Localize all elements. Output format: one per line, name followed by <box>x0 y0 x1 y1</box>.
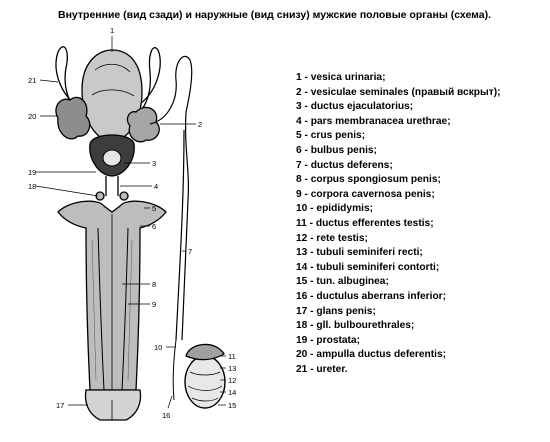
legend-item: 9 - corpora cavernosa penis; <box>296 188 435 200</box>
label-6: 6 <box>152 222 157 231</box>
label-11: 11 <box>228 352 236 361</box>
legend-text: ductus deferens; <box>310 159 393 171</box>
legend-text: corpus spongiosum penis; <box>310 174 441 186</box>
glans <box>86 390 141 420</box>
label-8: 8 <box>152 280 157 289</box>
label-15: 15 <box>228 401 237 410</box>
label-12: 12 <box>228 376 237 385</box>
label-16: 16 <box>162 411 171 420</box>
legend-item: 6 - bulbus penis; <box>296 144 377 156</box>
legend-num: 13 <box>296 247 308 259</box>
legend-text: ampulla ductus deferentis; <box>316 349 447 361</box>
ductus-deferens <box>150 56 192 340</box>
legend-num: 18 <box>296 320 308 332</box>
legend-num: 2 <box>296 86 302 98</box>
legend-item: 11 - ductus efferentes testis; <box>296 217 434 229</box>
label-10: 10 <box>154 343 163 352</box>
legend-num: 12 <box>296 232 308 244</box>
label-3: 3 <box>152 159 157 168</box>
label-18: 18 <box>28 182 37 191</box>
legend-text: corpora cavernosa penis; <box>310 188 435 200</box>
legend-item: 20 - ampulla ductus deferentis; <box>296 349 447 361</box>
legend-num: 19 <box>296 334 308 346</box>
epididymis <box>186 344 224 359</box>
label-1: 1 <box>110 26 115 35</box>
legend-item: 3 - ductus ejaculatorius; <box>296 101 414 113</box>
legend-text: ductulus aberrans inferior; <box>316 290 447 302</box>
legend-text: ductus efferentes testis; <box>315 217 434 229</box>
label-21: 21 <box>28 76 37 85</box>
legend-num: 15 <box>296 276 308 288</box>
legend-item: 18 - gll. bulbourethrales; <box>296 320 415 332</box>
legend-num: 9 <box>296 188 302 200</box>
legend-text: glans penis; <box>316 305 376 317</box>
label-4: 4 <box>154 182 159 191</box>
legend-num: 17 <box>296 305 308 317</box>
legend-num: 11 <box>296 217 307 229</box>
legend-item: 12 - rete testis; <box>296 232 368 244</box>
legend-text: pars membranacea urethrae; <box>310 115 451 127</box>
legend-num: 10 <box>296 203 308 215</box>
legend-num: 16 <box>296 290 308 302</box>
legend <box>296 71 546 377</box>
label-20: 20 <box>28 112 37 121</box>
testis <box>185 356 225 408</box>
legend-item: 14 - tubuli seminiferi contorti; <box>296 261 440 273</box>
legend-item: 16 - ductulus aberrans inferior; <box>296 290 447 302</box>
label-5: 5 <box>152 204 157 213</box>
legend-text: ductus ejaculatorius; <box>310 101 414 113</box>
legend-item: 2 - vesiculae seminales (правый вскрыт); <box>296 86 501 98</box>
legend-num: 4 <box>296 115 302 127</box>
legend-item: 15 - tun. albuginea; <box>296 276 389 288</box>
legend-text: bulbus penis; <box>310 144 377 156</box>
legend-item: 10 - epididymis; <box>296 203 374 215</box>
legend-num: 5 <box>296 130 302 142</box>
legend-num: 3 <box>296 101 302 113</box>
label-19: 19 <box>28 168 37 177</box>
legend-text: gll. bulbourethrales; <box>316 320 415 332</box>
legend-text: tun. albuginea; <box>316 276 389 288</box>
legend-item: 8 - corpus spongiosum penis; <box>296 174 441 186</box>
label-7: 7 <box>188 247 193 256</box>
label-13: 13 <box>228 364 237 373</box>
legend-text: vesiculae seminales (правый вскрыт); <box>310 86 501 98</box>
legend-text: vesica urinaria; <box>310 72 386 83</box>
legend-text: rete testis; <box>316 232 368 244</box>
right-seminal-vesicle <box>128 107 160 141</box>
legend-text: epididymis; <box>316 203 374 215</box>
legend-item: 19 - prostata; <box>296 334 360 346</box>
legend-item: 7 - ductus deferens; <box>296 159 393 171</box>
legend-item: 4 - pars membranacea urethrae; <box>296 115 451 127</box>
left-seminal-vesicle <box>56 97 90 138</box>
legend-text: tubuli seminiferi recti; <box>316 247 423 259</box>
label-17: 17 <box>56 401 65 410</box>
legend-item: 21 - ureter. <box>296 363 348 375</box>
label-14: 14 <box>228 388 237 397</box>
legend-text: crus penis; <box>310 130 366 142</box>
legend-num: 21 <box>296 363 308 375</box>
figure-title: Внутренние (вид сзади) и наружные (вид снизу) мужские половые органы (схема). <box>58 9 492 21</box>
legend-item: 5 - crus penis; <box>296 130 366 142</box>
label-9: 9 <box>152 300 157 309</box>
legend-text: tubuli seminiferi contorti; <box>316 261 440 273</box>
legend-num: 7 <box>296 159 302 171</box>
legend-item: 13 - tubuli seminiferi recti; <box>296 247 423 259</box>
label-2: 2 <box>198 120 203 129</box>
legend-num: 1 <box>296 72 302 83</box>
legend-num: 8 <box>296 174 302 186</box>
legend-num: 20 <box>296 349 308 361</box>
legend-item: 17 - glans penis; <box>296 305 376 317</box>
legend-item: 1 - vesica urinaria; <box>296 72 386 83</box>
bulbourethral-gland-right <box>120 192 128 200</box>
legend-num: 6 <box>296 144 302 156</box>
legend-num: 14 <box>296 261 308 273</box>
legend-text: prostata; <box>316 334 360 346</box>
legend-text: ureter. <box>316 363 348 375</box>
